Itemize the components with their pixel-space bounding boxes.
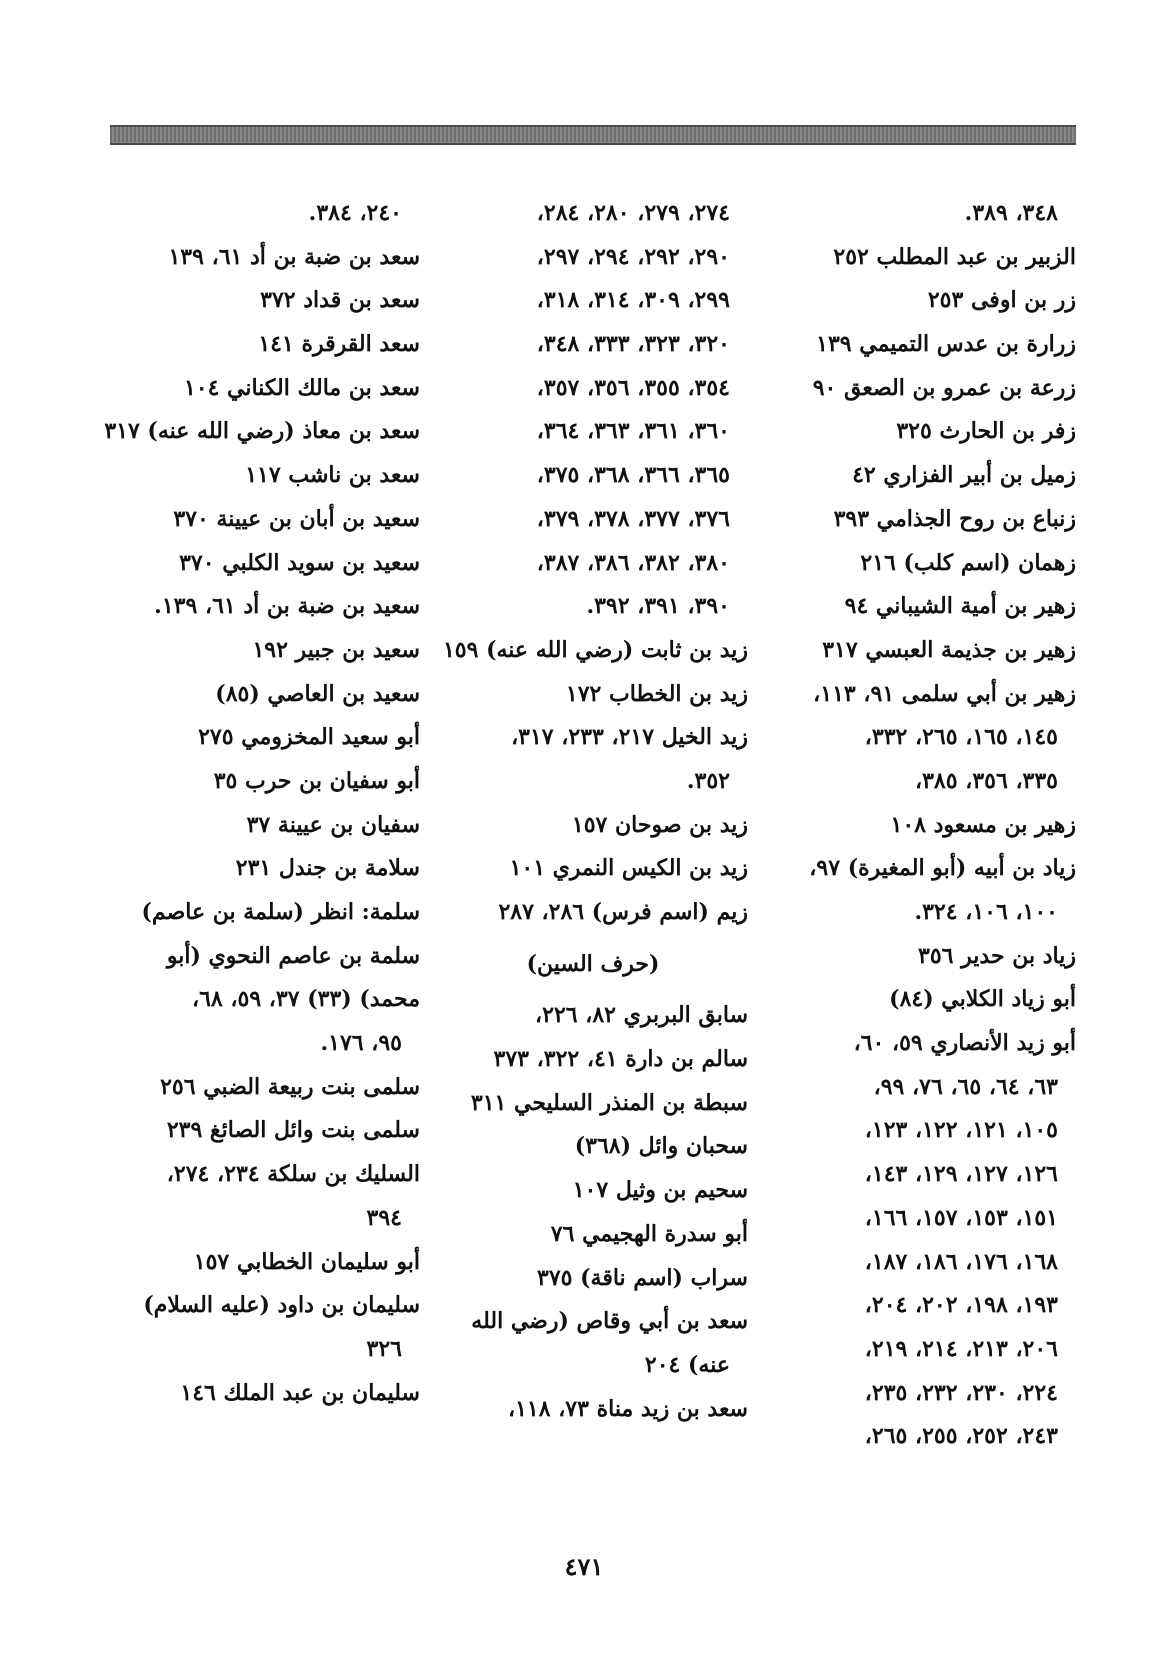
index-entry-continuation: ٩٥، ١٧٦. <box>320 1030 402 1057</box>
index-entry: زهمان (اسم كلب) ٢١٦ <box>860 549 1076 576</box>
index-entry-continuation: ١٠٠، ١٠٦، ٣٢٤. <box>914 899 1058 925</box>
index-entry: سلمة: انظر (سلمة بن عاصم) <box>141 899 420 925</box>
index-entry: زفر بن الحارث ٣٢٥ <box>896 418 1076 445</box>
index-entry-continuation: ١٥١، ١٥٣، ١٥٧، ١٦٦، <box>864 1204 1058 1231</box>
index-entry-continuation: ٣٩٤ <box>366 1204 402 1231</box>
index-entry: زرعة بن عمرو بن الصعق ٩٠ <box>812 374 1076 401</box>
index-entry: محمد) (٣٣) ٣٧، ٥٩، ٦٨، <box>191 986 420 1013</box>
index-entry-continuation: ٣٢٠، ٣٢٣، ٣٣٣، ٣٤٨، <box>536 331 730 358</box>
index-entry: زر بن اوفى ٢٥٣ <box>927 287 1076 314</box>
index-entry: سبطة بن المنذر السليحي ٣١١ <box>470 1089 748 1116</box>
index-entry-continuation: ٣٩٠، ٣٩١، ٣٩٢. <box>586 593 730 620</box>
index-entry: سليمان بن داود (عليه السلام) <box>143 1292 420 1319</box>
index-column-right <box>766 192 1076 1492</box>
index-entry-continuation: ٢٧٤، ٢٧٩، ٢٨٠، ٢٨٤، <box>536 200 730 226</box>
index-entry-continuation: ١٦٨، ١٧٦، ١٨٦، ١٨٧، <box>864 1248 1058 1275</box>
index-entry: سعد القرقرة ١٤١ <box>258 331 420 358</box>
page-number: ٤٧١ <box>564 1552 604 1581</box>
index-entry: زيد بن ثابت (رضي الله عنه) ١٥٩ <box>442 636 748 663</box>
index-entry-continuation: ١٢٦، ١٢٧، ١٢٩، ١٤٣، <box>864 1161 1058 1188</box>
index-entry-continuation: ٢٤٠، ٣٨٤. <box>308 200 402 226</box>
index-entry-continuation: ٣٤٨، ٣٨٩. <box>964 200 1058 226</box>
section-heading: (حرف السين) <box>526 950 660 977</box>
index-entry: سعد بن زيد مناة ٧٣، ١١٨، <box>507 1395 748 1422</box>
index-entry: سعيد بن العاصي (٨٥) <box>215 680 420 707</box>
index-entry: زيد بن الخطاب ١٧٢ <box>565 680 748 707</box>
index-entry: سعد بن ضبة بن أد ٦١، ١٣٩ <box>168 243 420 270</box>
index-entry: سعد بن أبي وقاص (رضي الله <box>471 1308 748 1335</box>
index-entry: سلامة بن جندل ٢٣١ <box>235 855 420 882</box>
index-entry-continuation: ٣٨٠، ٣٨٢، ٣٨٦، ٣٨٧، <box>536 549 730 576</box>
index-entry: زيد بن صوحان ١٥٧ <box>571 811 748 838</box>
index-entry: سليمان بن عبد الملك ١٤٦ <box>180 1379 420 1406</box>
index-entry: أبو زيد الأنصاري ٥٩، ٦٠، <box>853 1030 1076 1057</box>
index-columns <box>104 192 1076 1492</box>
index-entry-continuation: ٣٥٤، ٣٥٥، ٣٥٦، ٣٥٧، <box>536 374 730 401</box>
index-entry-continuation: ١٩٣، ١٩٨، ٢٠٢، ٢٠٤، <box>864 1292 1058 1319</box>
index-entry-continuation: ٢٩٩، ٣٠٩، ٣١٤، ٣١٨، <box>536 287 730 314</box>
index-entry: أبو سفيان بن حرب ٣٥ <box>213 767 420 794</box>
index-entry: زيد بن الكيس النمري ١٠١ <box>509 855 748 882</box>
index-entry-continuation: ٢٤٣، ٢٥٢، ٢٥٥، ٢٦٥، <box>864 1423 1058 1450</box>
index-entry: سحبان وائل (٣٦٨) <box>574 1133 748 1160</box>
index-entry-continuation: ٣٢٦ <box>366 1335 402 1362</box>
index-entry: زياد بن أبيه (أبو المغيرة) ٩٧، <box>809 855 1076 882</box>
index-entry: سعيد بن سويد الكلبي ٣٧٠ <box>179 549 420 576</box>
index-entry: سعيد بن جبير ١٩٢ <box>252 636 420 663</box>
index-entry-continuation: ٣٣٥، ٣٥٦، ٣٨٥، <box>915 767 1058 794</box>
index-entry: سالم بن دارة ٤١، ٣٢٢، ٣٧٣ <box>493 1046 748 1073</box>
index-entry: زهير بن أمية الشيباني ٩٤ <box>844 593 1076 620</box>
index-entry: سلمى بنت ربيعة الضبي ٢٥٦ <box>160 1073 420 1100</box>
header-rule <box>110 125 1076 145</box>
index-entry: زرارة بن عدس التميمي ١٣٩ <box>816 331 1076 358</box>
index-entry: الزبير بن عبد المطلب ٢٥٢ <box>833 243 1076 270</box>
index-entry: السليك بن سلكة ٢٣٤، ٢٧٤، <box>166 1161 420 1188</box>
index-entry: زهير بن أبي سلمى ٩١، ١١٣، <box>813 680 1076 707</box>
index-entry-continuation: ٣٥٢. <box>686 767 730 794</box>
index-entry: أبو زياد الكلابي (٨٤) <box>889 986 1076 1013</box>
index-entry: سفيان بن عيينة ٣٧ <box>246 811 420 838</box>
index-entry: زهير بن جذيمة العبسي ٣١٧ <box>822 636 1076 663</box>
index-entry: زيد الخيل ٢١٧، ٢٣٣، ٣١٧، <box>511 724 748 751</box>
index-entry: سعيد بن أبان بن عيينة ٣٧٠ <box>173 505 420 532</box>
index-entry-continuation: ٦٣، ٦٤، ٦٥، ٧٦، ٩٩، <box>873 1073 1058 1100</box>
index-column-left <box>104 192 420 1492</box>
index-entry: سلمى بنت وائل الصائغ ٢٣٩ <box>166 1117 420 1144</box>
index-entry: سعد بن معاذ (رضي الله عنه) ٣١٧ <box>104 418 420 445</box>
index-entry: زهير بن مسعود ١٠٨ <box>890 811 1076 838</box>
index-entry: زميل بن أبير الفزاري ٤٢ <box>852 462 1076 489</box>
index-entry: سابق البربري ٨٢، ٢٢٦، <box>535 1002 748 1029</box>
index-entry: أبو سعيد المخزومي ٢٧٥ <box>198 724 420 751</box>
index-entry: سراب (اسم ناقة) ٣٧٥ <box>537 1264 748 1291</box>
index-entry: أبو سدرة الهجيمي ٧٦ <box>550 1220 748 1247</box>
index-entry: أبو سليمان الخطابي ١٥٧ <box>193 1248 420 1275</box>
index-entry-continuation: ٢٩٠، ٢٩٢، ٢٩٤، ٢٩٧، <box>536 243 730 270</box>
index-entry-continuation: ٣٦٠، ٣٦١، ٣٦٣، ٣٦٤، <box>536 418 730 445</box>
index-entry: سعيد بن ضبة بن أد ٦١، ١٣٩. <box>154 593 420 620</box>
index-entry-continuation: ٢٠٦، ٢١٣، ٢١٤، ٢١٩، <box>864 1335 1058 1362</box>
index-entry: سعد بن ناشب ١١٧ <box>245 462 420 489</box>
index-entry: زيم (اسم فرس) ٢٨٦، ٢٨٧ <box>498 899 748 925</box>
index-entry: زياد بن حدير ٣٥٦ <box>918 942 1076 969</box>
index-entry-continuation: ٢٢٤، ٢٣٠، ٢٣٢، ٢٣٥، <box>864 1379 1058 1406</box>
index-entry-continuation: ٣٧٦، ٣٧٧، ٣٧٨، ٣٧٩، <box>536 505 730 532</box>
index-entry: زنباع بن روح الجذامي ٣٩٣ <box>833 505 1076 532</box>
index-entry-continuation: ٣٦٥، ٣٦٦، ٣٦٨، ٣٧٥، <box>536 462 730 489</box>
index-entry-continuation: ١٤٥، ١٦٥، ٢٦٥، ٣٣٢، <box>864 724 1058 751</box>
index-entry: سعد بن مالك الكناني ١٠٤ <box>183 374 420 401</box>
index-entry-continuation: عنه) ٢٠٤ <box>644 1351 730 1378</box>
index-entry: سعد بن قداد ٣٧٢ <box>260 287 420 314</box>
index-entry: سلمة بن عاصم النحوي (أبو <box>166 942 420 969</box>
index-entry: سحيم بن وثيل ١٠٧ <box>572 1177 748 1204</box>
index-entry-continuation: ١٠٥، ١٢١، ١٢٢، ١٢٣، <box>864 1117 1058 1144</box>
index-column-middle <box>438 192 748 1492</box>
